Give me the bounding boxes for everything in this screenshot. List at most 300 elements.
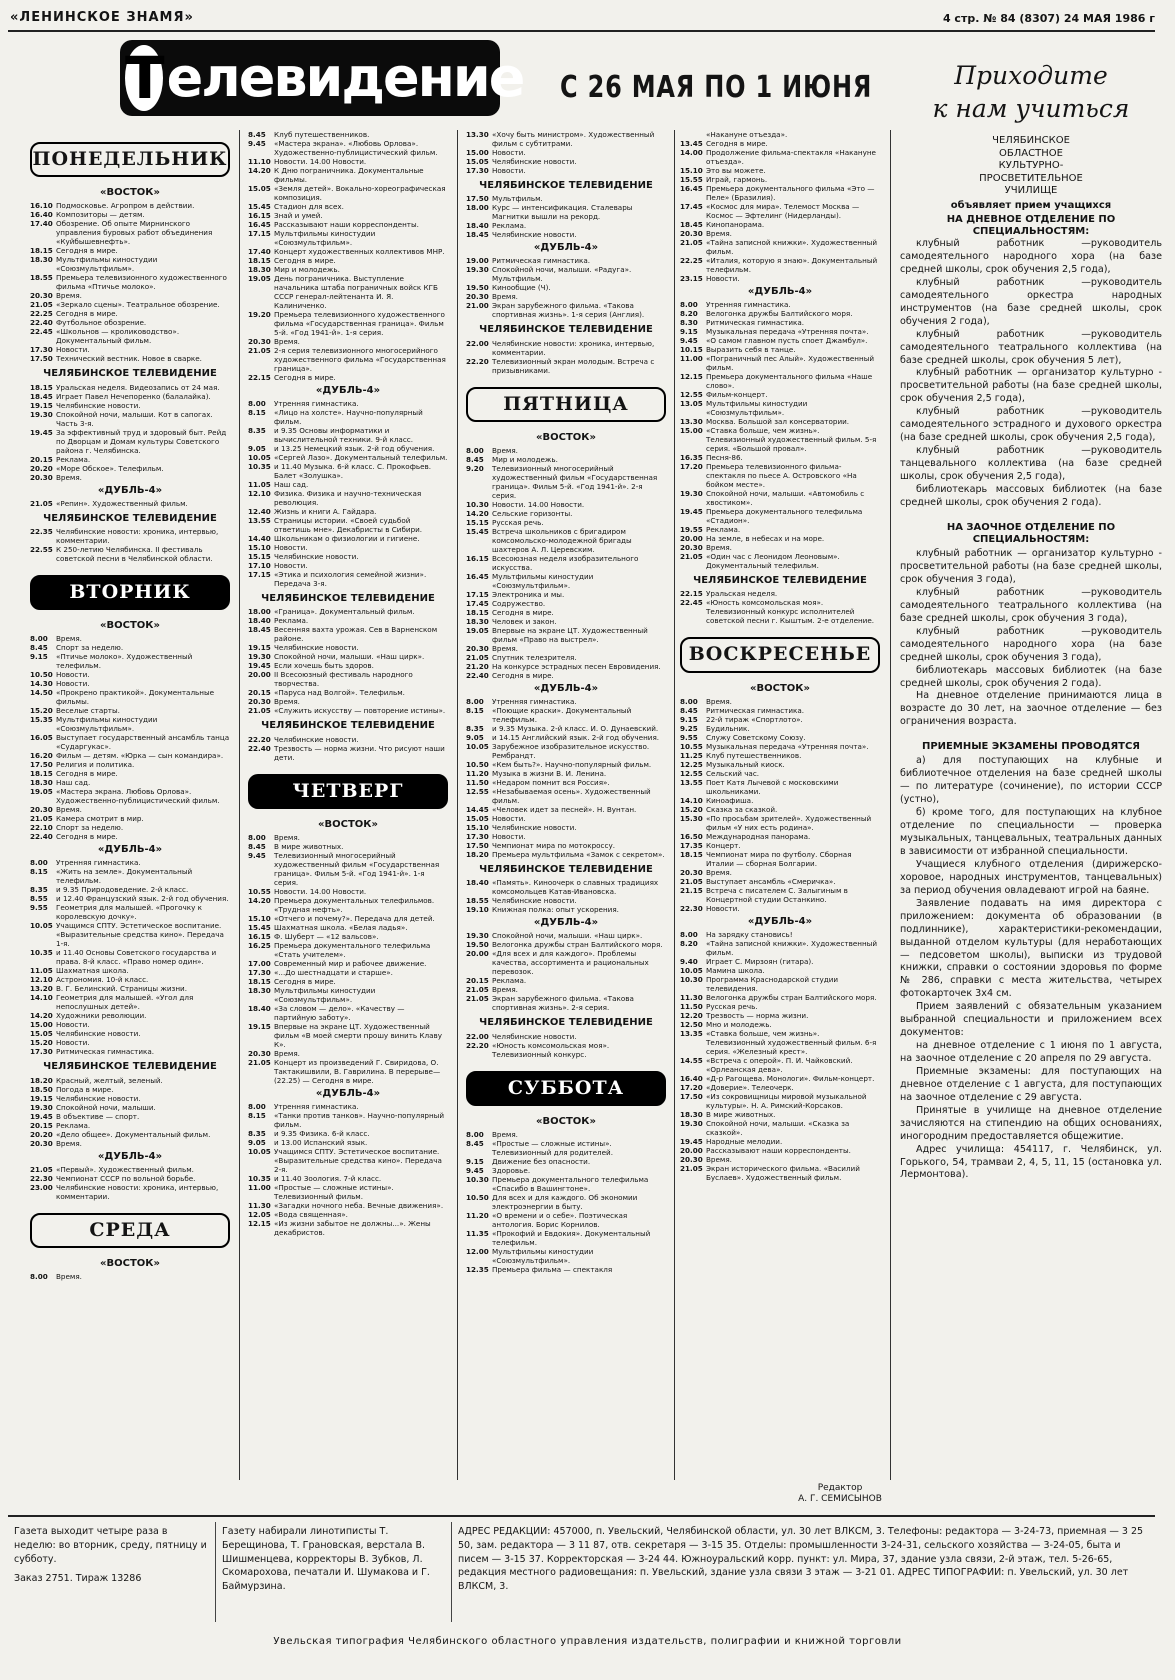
ad-paragraph: клубный работник —руководитель самодеятельного народного хора (на базе средней школы, срок обучения 3 года),: [900, 625, 1162, 663]
program-time: 12.15: [680, 372, 703, 382]
program-title: Играет Павел Нечепоренко (балалайка).: [56, 391, 211, 401]
program-item: [680, 993, 880, 1002]
program-item: [680, 715, 880, 724]
program-title: Спорт за неделю.: [56, 823, 124, 833]
program-title: Премьера мультфильма «Замок с секретом».: [492, 850, 665, 860]
program-time: 13.35: [680, 1028, 703, 1038]
program-title: «Тайна записной книжки». Художественный фильм.: [706, 938, 878, 957]
program-item: [680, 1137, 880, 1146]
program-time: 19.10: [466, 905, 489, 915]
program-item: [30, 984, 230, 993]
program-time: 19.45: [30, 1111, 53, 1121]
program-time: 15.20: [680, 804, 703, 814]
program-time: 8.00: [680, 696, 698, 706]
program-time: 19.45: [30, 427, 53, 437]
program-title: «Космос для мира». Телемост Москва — Космос — Эфтелинг (Нидерланды).: [706, 202, 860, 220]
program-item: [680, 256, 880, 274]
program-title: «Земля детей». Вокально-хореографическая композиция.: [274, 184, 446, 202]
program-title: Обозрение. Об опыте Мирнинского управления буровых работ объединения «Куйбышевнефть».: [56, 219, 213, 247]
program-time: 17.45: [466, 598, 489, 608]
program-item: [30, 527, 230, 545]
program-title: Новости.: [56, 345, 90, 355]
program-time: 21.20: [466, 661, 489, 671]
program-item: [248, 1147, 448, 1174]
program-time: 16.10: [30, 201, 53, 211]
column-divider: [457, 130, 458, 1480]
program-time: 9.55: [30, 903, 48, 913]
program-item: [680, 778, 880, 796]
program-item: [680, 805, 880, 814]
program-item: [30, 975, 230, 984]
program-title: «Юность комсомольская моя». Телевизионный конкурс.: [492, 1040, 610, 1059]
program-title: Красный, желтый, зеленый.: [56, 1075, 163, 1085]
staff-credits: Газету набирали линотиписты Т. Берещинова, Т. Грановская, верстала В. Шишменцева, корректоры В. Зубков, Л. Скомарохова, печатали И. Шумакова и Г. Баймурзина.: [216, 1522, 452, 1622]
announce: объявляет прием учащихся: [950, 199, 1112, 211]
program-time: 9.20: [466, 463, 484, 473]
program-time: 22.20: [466, 356, 489, 366]
ad-paragraph: клубный работник —руководитель самодеятельного театрального коллектива (на базе средней школы, срок обучения 5 лет),: [900, 328, 1162, 366]
program-item: [248, 139, 448, 157]
program-title: Челябинские новости.: [492, 157, 577, 166]
program-title: «Один час с Леонидом Леоновым». Документальный телефильм.: [706, 552, 840, 571]
program-time: 13.30: [680, 417, 703, 427]
program-item: [30, 814, 230, 823]
program-title: Время.: [56, 472, 82, 482]
program-time: 14.20: [248, 166, 271, 175]
program-time: 15.35: [30, 715, 53, 725]
program-time: 18.15: [30, 769, 53, 779]
program-time: 17.30: [466, 166, 489, 175]
program-item: [466, 554, 666, 572]
program-title: Время.: [706, 867, 732, 877]
program-time: 12.50: [680, 1019, 703, 1029]
program-title: 22-й тираж «Спортлото».: [706, 714, 803, 724]
program-time: 8.45: [30, 643, 48, 653]
program-item: [466, 1130, 666, 1139]
program-item: [248, 229, 448, 247]
program-title: «Хочу быть министром». Художественный фильм с субтитрами.: [492, 130, 655, 148]
program-item: [466, 500, 666, 509]
program-time: 21.05: [30, 1164, 53, 1174]
program-time: 18.40: [248, 1003, 271, 1013]
program-time: 9.25: [680, 723, 698, 733]
program-title: Трезвость — норма жизни.: [706, 1010, 809, 1020]
program-time: 15.55: [680, 175, 703, 184]
program-item: [466, 896, 666, 905]
program-title: День пограничника. Выступление начальника штаба пограничных войск КГБ СССР генерал-лейтенанта И. Я. Калиниченко.: [274, 274, 438, 310]
program-item: [248, 842, 448, 851]
program-time: 21.15: [680, 885, 703, 895]
ad-paragraph: библиотекарь массовых библиотек (на базе средней школы, срок обучения 2 года).: [900, 664, 1162, 689]
program-item: [466, 194, 666, 203]
program-time: 22.00: [466, 1031, 489, 1041]
program-time: 22.00: [466, 338, 489, 348]
program-title: К 250-летию Челябинска. II фестиваль советской песни в Челябинской области.: [56, 544, 213, 563]
program-time: 11.30: [248, 1201, 271, 1211]
program-item: [248, 661, 448, 670]
program-time: 9.05: [248, 1138, 266, 1148]
program-item: [680, 489, 880, 507]
program-title: Премьера документального фильма «Это — Пеле» (Бразилия).: [706, 184, 875, 202]
program-time: 20.30: [248, 337, 271, 346]
program-title: «Зеркало сцены». Театральное обозрение.: [56, 300, 220, 310]
program-title: Служу Советскому Союзу.: [706, 732, 806, 742]
program-title: и 11.40 Музыка. 6-й класс. С. Прокофьев. Балет «Золушка».: [274, 462, 432, 481]
program-item: [466, 230, 666, 239]
program-title: Учащимся СПТУ. Эстетическое воспитание. «Выразительные средства кино». Передача 1-я.: [56, 921, 224, 949]
program-item: [466, 706, 666, 724]
program-title: В объективе — спорт.: [56, 1111, 140, 1121]
program-item: [248, 706, 448, 715]
program-title: и 14.15 Английский язык. 2-й год обучения.: [492, 733, 660, 743]
program-title: Для всех и для каждого. Об экономии электроэнергии в быту.: [492, 1193, 638, 1212]
program-time: 18.15: [248, 976, 271, 986]
program-title: Утренняя гимнастика.: [274, 399, 359, 409]
program-time: 12.55: [680, 768, 703, 778]
program-time: 15.45: [466, 526, 489, 536]
issue-info: 4 стр. № 84 (8307) 24 МАЯ 1986 г: [942, 12, 1155, 25]
program-item: [248, 1129, 448, 1138]
program-item: [30, 1020, 230, 1029]
program-time: 9.45: [466, 1166, 484, 1176]
program-time: 11.20: [466, 1211, 489, 1221]
program-title: и 11.40 Зоология. 7-й класс.: [274, 1174, 382, 1184]
program-item: [30, 993, 230, 1011]
ad-paragraph: клубный работник — организатор культурно - просветительной работы (на базе средней школы, срок обучения 3 года),: [900, 548, 1162, 585]
program-item: [248, 1022, 448, 1049]
program-item: [466, 166, 666, 175]
program-item: [466, 805, 666, 814]
program-time: 8.55: [30, 894, 48, 904]
school-name-line: УЧИЛИЩЕ: [1004, 185, 1058, 196]
program-time: 21.05: [680, 1163, 703, 1173]
program-title: Время.: [492, 445, 518, 455]
program-time: 15.10: [248, 913, 271, 923]
program-time: 12.00: [466, 1247, 489, 1257]
program-time: 23.00: [30, 1182, 53, 1192]
program-item: [30, 643, 230, 652]
program-item: [680, 525, 880, 534]
program-time: 22.40: [466, 670, 489, 680]
program-title: Наш сад.: [274, 480, 309, 490]
program-time: 16.50: [680, 831, 703, 841]
program-item: [680, 939, 880, 957]
program-item: [466, 940, 666, 949]
program-time: 17.45: [680, 202, 703, 211]
program-item: [248, 399, 448, 408]
program-time: 8.35: [248, 1129, 266, 1139]
program-title: «Этика и психология семейной жизни». Передача 3-я.: [274, 570, 427, 589]
channel-heading: «ДУБЛЬ-4»: [97, 844, 163, 856]
program-item: [466, 617, 666, 626]
program-title: Мультфильмы киностудии «Союзмультфильм».: [56, 255, 158, 274]
program-item: [248, 1058, 448, 1085]
program-item: [30, 1047, 230, 1056]
program-item: [248, 643, 448, 652]
program-title: Время.: [56, 634, 82, 644]
program-title: Впервые на экране ЦТ. Художественный фильм «Право на выстрел».: [492, 625, 648, 644]
program-item: [680, 769, 880, 778]
program-title: II Всесоюзный фестиваль народного творчества.: [274, 670, 413, 689]
program-item: [466, 742, 666, 760]
program-title: Трезвость — норма жизни. Что рисуют наши дети.: [274, 743, 445, 762]
school-name-line: ПРОСВЕТИТЕЛЬНОЕ: [979, 172, 1083, 184]
program-item: [248, 310, 448, 337]
program-time: 20.00: [680, 534, 703, 544]
ad-paragraph: на дневное отделение с 1 июня по 1 августа, на заочное отделение с 20 апреля по 29 августа.: [900, 1040, 1162, 1064]
program-item: [680, 760, 880, 769]
program-time: 13.45: [680, 139, 703, 148]
program-item: [466, 590, 666, 599]
program-title: Школьникам о физиологии и гигиене.: [274, 534, 420, 544]
program-time: 9.45: [248, 850, 266, 860]
program-title: Художники революции.: [56, 1011, 147, 1021]
program-item: [248, 130, 448, 139]
program-title: Утренняя гимнастика.: [706, 300, 791, 310]
program-item: [30, 1272, 230, 1281]
ad-paragraph: клубный работник —руководитель самодеятельного народного хора (на базе средней школы, срок обучения 2,5 года),: [900, 238, 1162, 275]
program-title: Москва. Большой зал консерватории.: [706, 417, 850, 427]
program-time: 9.55: [680, 732, 698, 742]
program-item: [248, 896, 448, 914]
program-item: [248, 887, 448, 896]
program-time: 10.30: [466, 499, 489, 509]
title-letter-circle: Т: [125, 43, 163, 112]
program-time: 8.00: [466, 1130, 484, 1140]
program-title: Экран зарубежного фильма. «Такова спортивная жизнь». 2-я серия.: [492, 994, 634, 1013]
program-item: [680, 1056, 880, 1074]
program-title: Концерт художественных коллективов МНР.: [274, 247, 445, 256]
program-time: 11.10: [248, 157, 271, 166]
program-time: 18.30: [466, 616, 489, 626]
program-time: 10.05: [466, 742, 489, 752]
program-time: 17.35: [680, 840, 703, 850]
program-item: [680, 742, 880, 751]
channel-heading: «ВОСТОК»: [100, 187, 160, 199]
program-title: «Паруса над Волгой». Телефильм.: [274, 688, 405, 698]
program-title: Кинообщие (Ч).: [492, 283, 551, 293]
program-time: 18.15: [30, 382, 53, 392]
program-title: Время.: [492, 643, 518, 653]
program-time: 20.30: [248, 1048, 271, 1058]
program-time: 19.05: [30, 787, 53, 797]
program-time: 19.15: [248, 1021, 271, 1031]
day-specialties: [900, 238, 1162, 510]
program-title: «Прокофий и Евдокия». Документальный телефильм.: [492, 1229, 651, 1248]
channel-heading: «ВОСТОК»: [536, 1115, 596, 1127]
program-item: [248, 453, 448, 462]
ad-paragraph: На дневное отделение принимаются лица в возрасте до 30 лет, на заочное отделение — без ограничения возраста.: [900, 690, 1162, 728]
program-title: Сегодня в мире.: [56, 246, 118, 256]
program-item: [680, 130, 880, 139]
regional-tv-heading: ЧЕЛЯБИНСКОЕ ТЕЛЕВИДЕНИЕ: [261, 720, 435, 732]
program-title: Ритмическая гимнастика.: [706, 705, 805, 715]
program-title: Новости.: [492, 832, 526, 842]
program-item: [680, 238, 880, 256]
program-time: 22.15: [680, 589, 703, 599]
program-time: 21.05: [248, 346, 271, 355]
channel-heading: «ДУБЛЬ-4»: [315, 1087, 381, 1099]
program-time: 18.45: [466, 230, 489, 240]
program-item: [248, 607, 448, 616]
program-title: и 12.40 Французский язык. 2-й год обучения.: [56, 894, 229, 904]
ad-paragraph: клубный работник —руководитель самодеятельного оркестра народных инструментов (на базе средней школы, срок обучения 2 года),: [900, 276, 1162, 327]
program-item: [30, 255, 230, 273]
program-item: [466, 787, 666, 805]
regional-tv-heading: ЧЕЛЯБИНСКОЕ ТЕЛЕВИДЕНИЕ: [43, 1061, 217, 1073]
program-time: 14.30: [30, 679, 53, 689]
program-time: 20.20: [30, 1129, 53, 1139]
program-title: «Юность комсомольская моя». Телевизионный конкурс исполнителей советской песни г. Кыштым. 2-е отделение.: [706, 598, 875, 626]
program-item: [248, 968, 448, 977]
program-time: 17.50: [466, 841, 489, 851]
program-item: [680, 507, 880, 525]
program-title: «...До шестнадцати и старше».: [274, 967, 393, 977]
program-title: «Лицо на холсте». Научно-популярный фильм.: [274, 408, 423, 427]
program-item: [248, 444, 448, 453]
program-item: [30, 1183, 230, 1201]
program-time: 18.00: [248, 607, 271, 617]
program-title: Сегодня в мире.: [492, 670, 554, 680]
ad-title-line-2: к нам учиться: [932, 93, 1130, 123]
day-section-head: НА ДНЕВНОЕ ОТДЕЛЕНИЕ ПО СПЕЦИАЛЬНОСТЯМ:: [946, 213, 1116, 237]
program-item: [466, 518, 666, 527]
program-item: [466, 1139, 666, 1157]
program-time: 8.20: [680, 309, 698, 319]
program-time: 21.05: [30, 300, 53, 310]
program-title: Реклама.: [492, 976, 527, 986]
program-time: 15.05: [248, 184, 271, 193]
program-title: Мультфильмы киностудии «Союзмультфильм».: [492, 1247, 594, 1266]
program-time: 18.55: [30, 273, 53, 283]
program-title: Челябинские новости.: [492, 1031, 577, 1041]
program-time: 19.20: [248, 310, 271, 319]
program-time: 14.10: [680, 795, 703, 805]
program-time: 19.55: [680, 525, 703, 535]
day-heading: ВТОРНИК: [30, 575, 230, 610]
program-item: [30, 318, 230, 327]
program-title: Выступает государственный ансамбль танца «Сударгукас».: [56, 733, 230, 752]
program-item: [30, 327, 230, 345]
program-time: 20.30: [466, 643, 489, 653]
program-item: [248, 184, 448, 202]
regional-tv-heading: ЧЕЛЯБИНСКОЕ ТЕЛЕВИДЕНИЕ: [479, 864, 653, 876]
program-item: [30, 966, 230, 975]
schedule-column-3: [466, 130, 666, 1490]
ad-paragraph: клубный работник —руководитель танцевального коллектива (на базе средней школы, срок обучения 2,5 года),: [900, 445, 1162, 482]
program-item: [680, 751, 880, 760]
program-title: Время.: [56, 805, 82, 815]
program-time: 18.45: [680, 220, 703, 229]
program-time: 19.30: [30, 409, 53, 419]
program-title: Сельский час.: [706, 768, 760, 778]
program-item: [466, 148, 666, 157]
top-rule: [8, 30, 1155, 32]
program-time: 18.30: [30, 778, 53, 788]
program-item: [30, 706, 230, 715]
program-item: [466, 1211, 666, 1229]
ad-paragraph: Приемные экзамены: для поступающих на дневное отделение с 1 августа, для поступающих на заочное отделение с 29 августа.: [900, 1065, 1162, 1103]
program-time: 15.00: [30, 1020, 53, 1030]
program-title: Клуб путешественников.: [706, 750, 802, 760]
program-time: 9.40: [680, 956, 698, 966]
program-title: Челябинские новости.: [56, 1093, 141, 1103]
program-title: Премьера документального телефильма «Стать учителем».: [274, 940, 431, 959]
program-item: [248, 346, 448, 373]
schedule-column-2: [248, 130, 448, 1490]
program-title: «Загадки ночного неба. Вечные движения».: [274, 1201, 444, 1211]
program-title: «Первый». Художественный фильм.: [56, 1164, 194, 1174]
program-time: 13.55: [248, 516, 271, 526]
program-item: [680, 202, 880, 220]
program-time: 9.45: [248, 139, 266, 148]
editorial-address: АДРЕС РЕДАКЦИИ: 457000, п. Увельский, Челябинской области, ул. 30 лет ВЛКСМ, 3. Телефоны: редактора — 3-24-73, приемная — 3 25 50, зам. редактора — 3 11 87, отв. секретаря — 3-15 35. Отделы: промышленности 3-24-31, сельского хозяйства — 3-24-05, быта и писем — 3-15 37. Корректорская — 3-24 44. Южноуральский корр. пункт: ул. Мира, 37, здание узла связи, 2-й этаж, тел. 5-26-65, редакция местного радиовещания: п. Увельский, здание узла связи 3 этаж — 3-21 01. АДРЕС ТИПОГРАФИИ: п. Увельский, ул. 30 лет ВЛКСМ, 3.: [458, 1526, 1144, 1593]
program-time: 18.40: [466, 878, 489, 888]
program-title: На конкурсе эстрадных песен Евровидения.: [492, 661, 661, 671]
program-item: [248, 1210, 448, 1219]
program-title: Время.: [274, 337, 300, 346]
program-item: [248, 1138, 448, 1147]
program-title: Спорт за неделю.: [56, 643, 124, 653]
column-divider: [890, 130, 891, 1480]
program-time: 8.15: [30, 867, 48, 877]
program-title: Русская речь.: [492, 517, 544, 527]
program-title: Зарубежное изобразительное искусство. Рембрандт.: [492, 742, 650, 761]
program-item: [680, 1029, 880, 1056]
program-time: 17.30: [466, 832, 489, 842]
program-item: [680, 139, 880, 148]
program-item: [466, 724, 666, 733]
program-time: 20.15: [466, 976, 489, 986]
program-time: 18.20: [30, 1075, 53, 1085]
program-item: [30, 1038, 230, 1047]
program-time: 18.45: [30, 391, 53, 401]
program-title: «О времени и о себе». Поэтическая антология. Борис Корнилов.: [492, 1211, 628, 1230]
program-item: [30, 894, 230, 903]
program-title: В. Г. Белинский. Страницы жизни.: [56, 984, 187, 994]
program-item: [248, 462, 448, 480]
program-title: Мамина школа.: [706, 965, 765, 975]
footer-rule: [8, 1515, 1155, 1517]
paper-name: «ЛЕНИНСКОЕ ЗНАМЯ»: [10, 10, 194, 25]
program-title: Премьера телевизионного художественного фильма «Государственная граница». Фильм 5-й. «Год 1941-й». 1-я серия.: [274, 310, 445, 337]
ad-title: [900, 60, 1162, 125]
program-title: Кинопанорама.: [706, 220, 765, 229]
program-item: [248, 534, 448, 543]
program-time: 22.40: [248, 743, 271, 753]
program-title: Сказка за сказкой.: [706, 804, 778, 814]
program-item: [248, 986, 448, 1004]
channel-heading: «ДУБЛЬ-4»: [533, 242, 599, 254]
program-title: Международная панорама.: [706, 831, 811, 841]
program-time: 11.05: [248, 480, 271, 490]
program-title: «Встреча с оперой». П. И. Чайковский. «Орлеанская дева».: [706, 1055, 853, 1074]
program-title: и 9.35 Природоведение. 2-й класс.: [56, 885, 189, 895]
program-item: [680, 1119, 880, 1137]
program-title: «Мастера экрана. Любовь Орлова». Художественно-публицистический фильм.: [56, 787, 220, 806]
program-item: [248, 941, 448, 959]
program-item: [248, 697, 448, 706]
program-item: [248, 543, 448, 552]
program-title: Сегодня в мире.: [56, 832, 118, 842]
program-item: [248, 1049, 448, 1058]
program-item: [466, 292, 666, 301]
program-item: [680, 417, 880, 426]
program-time: 10.05: [248, 1147, 271, 1157]
program-title: «Танки против танков». Научно-популярный фильм.: [274, 1111, 445, 1130]
program-time: 20.15: [248, 688, 271, 698]
program-time: 11.20: [466, 769, 489, 779]
